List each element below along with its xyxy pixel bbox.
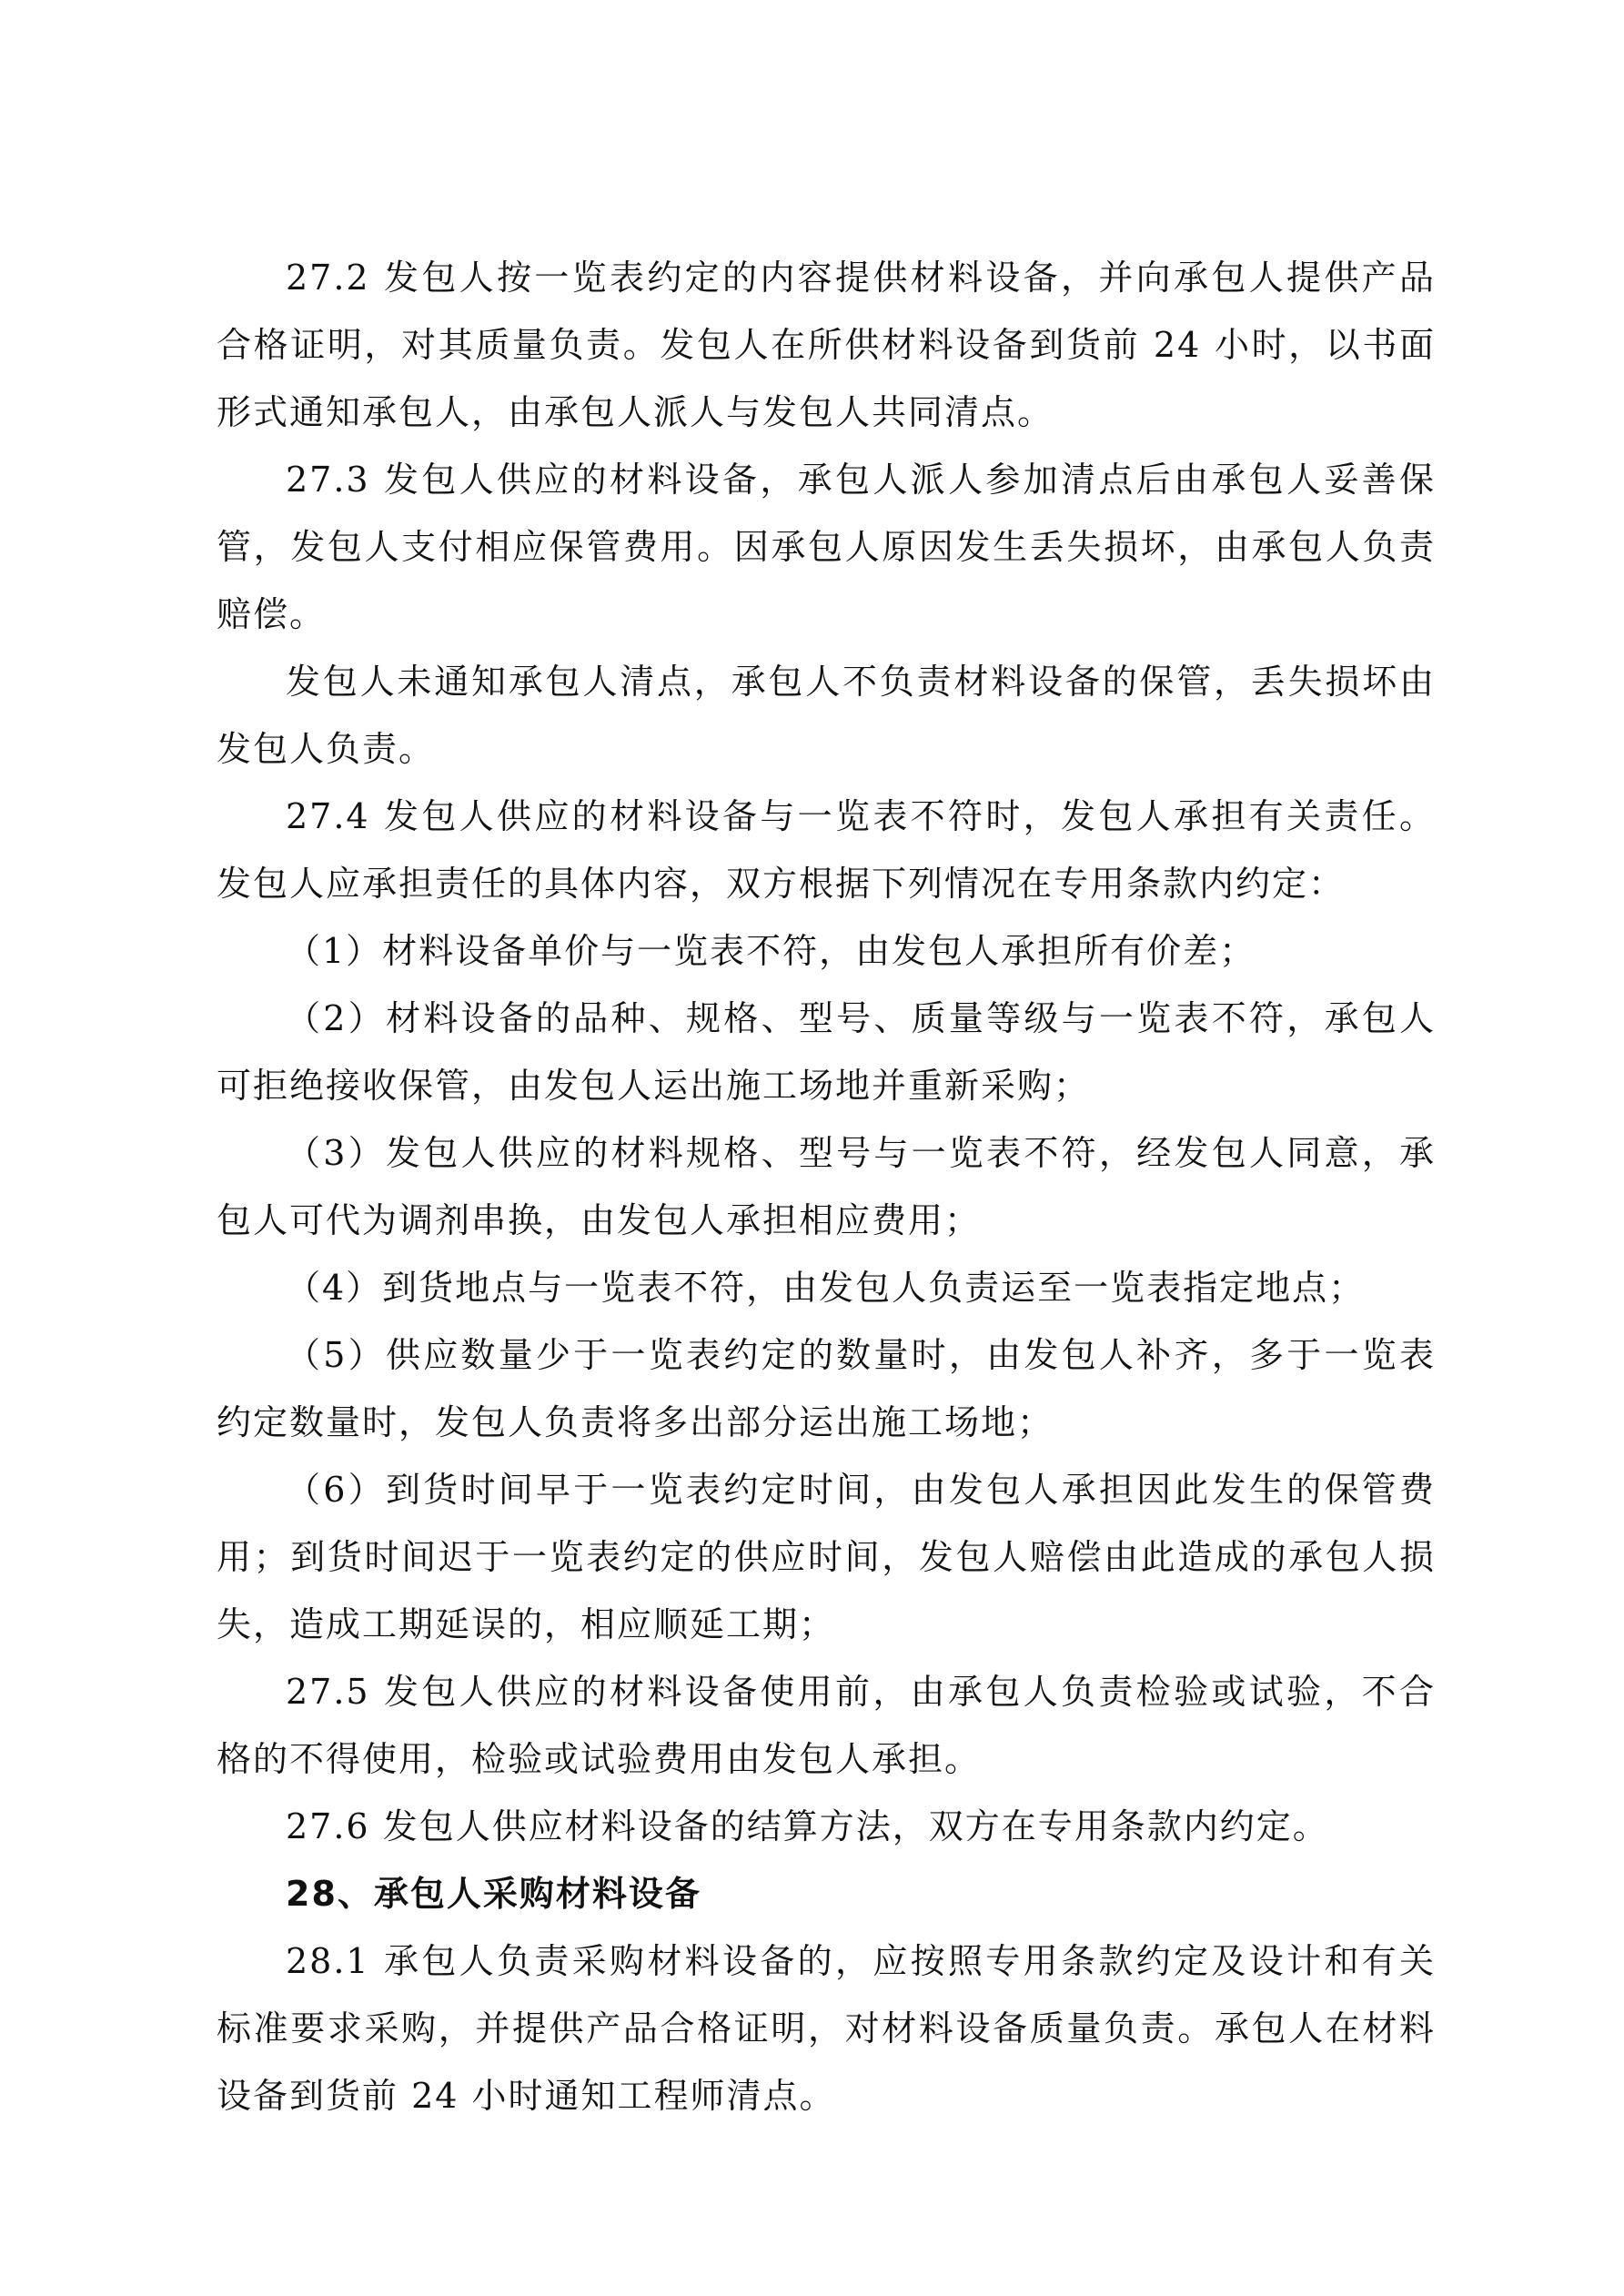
clause-27-6: 27.6 发包人供应材料设备的结算方法，双方在专用条款内约定。 xyxy=(286,1806,1329,1846)
clause-27-4-item-5: （5）供应数量少于一览表约定的数量时，由发包人补齐，多于一览表约定数量时，发包人负责将多出部分运出施工场地； xyxy=(217,1335,1436,1442)
clause-27-3-note: 发包人未通知承包人清点，承包人不负责材料设备的保管，丢失损坏由发包人负责。 xyxy=(217,662,1436,769)
clause-27-4: 27.4 发包人供应的材料设备与一览表不符时，发包人承担有关责任。发包人应承担责任的具体内容，双方根据下列情况在专用条款内约定： xyxy=(217,796,1436,904)
clause-27-4-item-1: （1）材料设备单价与一览表不符，由发包人承担所有价差； xyxy=(286,931,1256,971)
section-28-heading: 28、承包人采购材料设备 xyxy=(286,1874,701,1914)
clause-27-4-item-6: （6）到货时间早于一览表约定时间，由发包人承担因此发生的保管费用；到货时间迟于一览表约定的供应时间，发包人赔偿由此造成的承包人损失，造成工期延误的，相应顺延工期； xyxy=(217,1470,1436,1644)
clause-27-2: 27.2 发包人按一览表约定的内容提供材料设备，并向承包人提供产品合格证明，对其质量负责。发包人在所供材料设备到货前 24 小时，以书面形式通知承包人，由承包人派人与发包人共同清点。 xyxy=(217,258,1436,432)
clause-27-4-item-3: （3）发包人供应的材料规格、型号与一览表不符，经发包人同意，承包人可代为调剂串换，由发包人承担相应费用； xyxy=(217,1133,1436,1240)
clause-28-1: 28.1 承包人负责采购材料设备的，应按照专用条款约定及设计和有关标准要求采购，并提供产品合格证明，对材料设备质量负责。承包人在材料设备到货前 24 小时通知工程师清点。 xyxy=(217,1941,1436,2116)
clause-27-4-item-4: （4）到货地点与一览表不符，由发包人负责运至一览表指定地点； xyxy=(286,1268,1366,1308)
clause-27-4-item-2: （2）材料设备的品种、规格、型号、质量等级与一览表不符，承包人可拒绝接收保管，由发包人运出施工场地并重新采购； xyxy=(217,998,1436,1106)
clause-27-3: 27.3 发包人供应的材料设备，承包人派人参加清点后由承包人妥善保管，发包人支付相应保管费用。因承包人原因发生丢失损坏，由承包人负责赔偿。 xyxy=(217,460,1436,634)
document-body xyxy=(217,244,1436,2129)
clause-27-5: 27.5 发包人供应的材料设备使用前，由承包人负责检验或试验，不合格的不得使用，检验或试验费用由发包人承担。 xyxy=(217,1672,1436,1779)
